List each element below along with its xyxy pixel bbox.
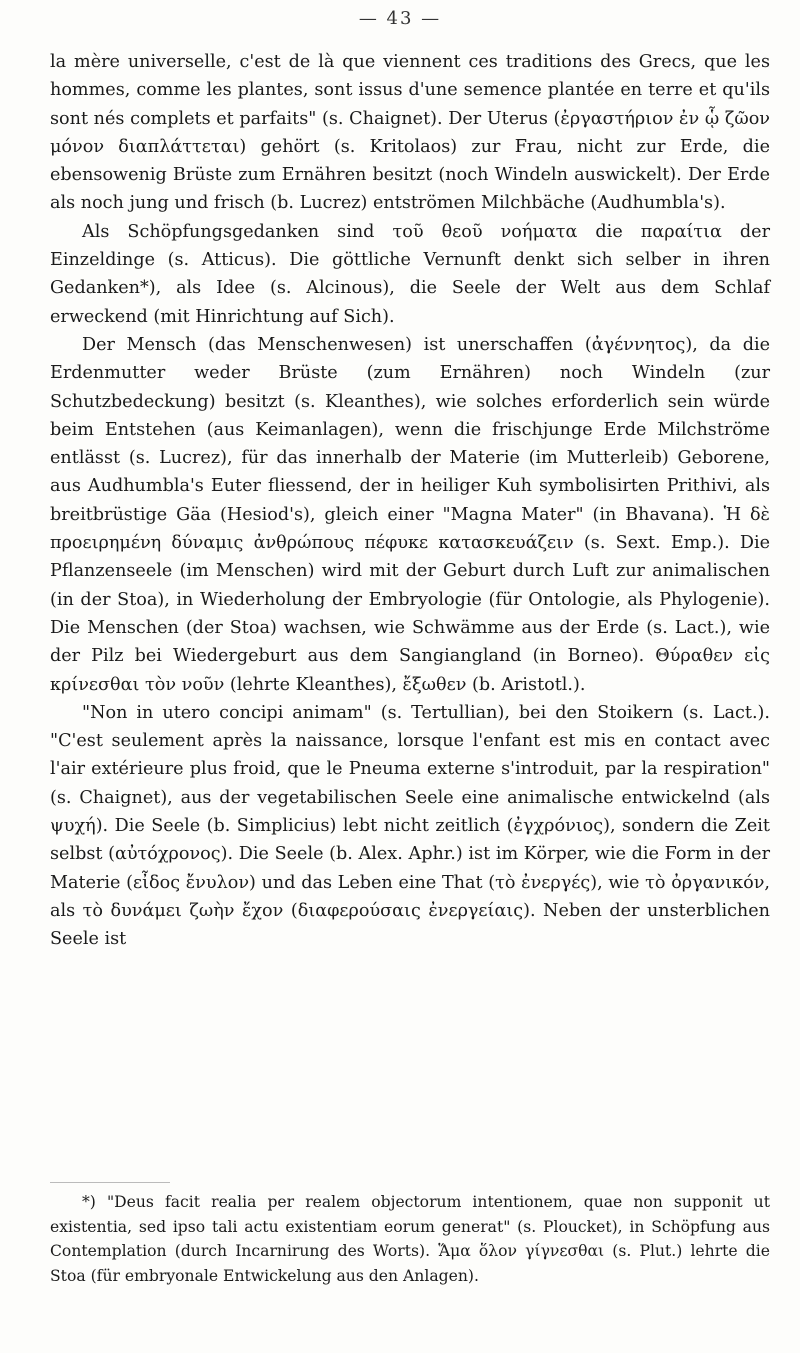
paragraph-1: la mère universelle, c'est de là que viennent ces traditions des Grecs, que les hommes, comme les plantes, sont issus d'une semence plantée en terre et qu'ils sont nés complets et parfaits" (s. Chaignet). Der Uterus (ἐργαστήριον ἐν ᾧ ζῶον μόνον διαπλάττεται) gehört (s. Kritolaos) zur Frau, nicht zur Erde, die ebensowenig Brüste zum Ernähren besitzt (noch Windeln auswickelt). Der Erde als noch jung und frisch (b. Lucrez) entströmen Milchbäche (Audhumbla's). xyxy=(50,52,770,214)
main-text xyxy=(50,48,770,954)
paragraph-4: "Non in utero concipi animam" (s. Tertullian), bei den Stoikern (s. Lact.). "C'est seulement après la naissance, lorsque l'enfant est mis en contact avec l'air extérieure plus froid, que le Pneuma externe s'introduit, par la respiration" (s. Chaignet), aus der vegetabilischen Seele eine animalische entwickelnd (als ψυχή). Die Seele (b. Simplicius) lebt nicht zeitlich (ἐγχρόνιος), sondern die Zeit selbst (αὐτόχρονος). Die Seele (b. Alex. Aphr.) ist im Körper, wie die Form in der Materie (εἶδος ἔνυλον) und das Leben eine That (τὸ ἐνεργές), wie τὸ ὀργανικόν, als τὸ δυνάμει ζωὴν ἔχον (διαφερούσαις ἐνεργείαις). Neben der unsterblichen Seele ist xyxy=(50,702,770,950)
paragraph-3: Der Mensch (das Menschenwesen) ist unerschaffen (ἀγέννητος), da die Erdenmutter weder Brüste (zum Ernähren) noch Windeln (zur Schutzbedeckung) besitzt (s. Kleanthes), wie solches erforderlich sein würde beim Entstehen (aus Keimanlagen), wenn die frischjunge Erde Milchströme entlässt (s. Lucrez), für das innerhalb der Materie (im Mutterleib) Geborene, aus Audhumbla's Euter fliessend, der in heiliger Kuh symbolisirten Prithivi, als breitbrüstige Gäa (Hesiod's), gleich einer "Magna Mater" (in Bhavana). Ἡ δὲ προειρημένη δύναμις ἀνθρώπους πέφυκε κατασκευάζειν (s. Sext. Emp.). Die Pflanzenseele (im Menschen) wird mit der Geburt durch Luft zur animalischen (in der Stoa), in Wiederholung der Embryologie (für Ontologie, als Phylogenie). Die Menschen (der Stoa) wachsen, wie Schwämme aus der Erde (s. Lact.), wie der Pilz bei Wiedergeburt aus dem Sangiangland (in Borneo). Θύραθεν εἰς κρίνεσθαι τὸν νοῦν (lehrte Kleanthes), ἔξωθεν (b. Aristotl.). xyxy=(50,334,770,695)
footnote xyxy=(50,1190,770,1288)
paragraph-2: Als Schöpfungsgedanken sind τοῦ θεοῦ νοήματα die παραίτια der Einzeldinge (s. Atticus). Die göttliche Vernunft denkt sich selber in ihren Gedanken*), als Idee (s. Alcinous), die Seele der Welt aus dem Schlaf erweckend (mit Hinrichtung auf Sich). xyxy=(50,221,770,327)
page-number: — 43 — xyxy=(358,8,442,29)
footnote-text: *) "Deus facit realia per realem objectorum intentionem, quae non supponit ut existentia, sed ipso tali actu existentiam eorum generat" (s. Ploucket), in Schöpfung aus Contemplation (durch Incarnirung des Worts). Ἅμα ὅλον γίγνεσθαι (s. Plut.) lehrte die Stoa (für embryonale Entwickelung aus den Anlagen). xyxy=(50,1193,770,1285)
footnote-divider xyxy=(50,1182,170,1183)
